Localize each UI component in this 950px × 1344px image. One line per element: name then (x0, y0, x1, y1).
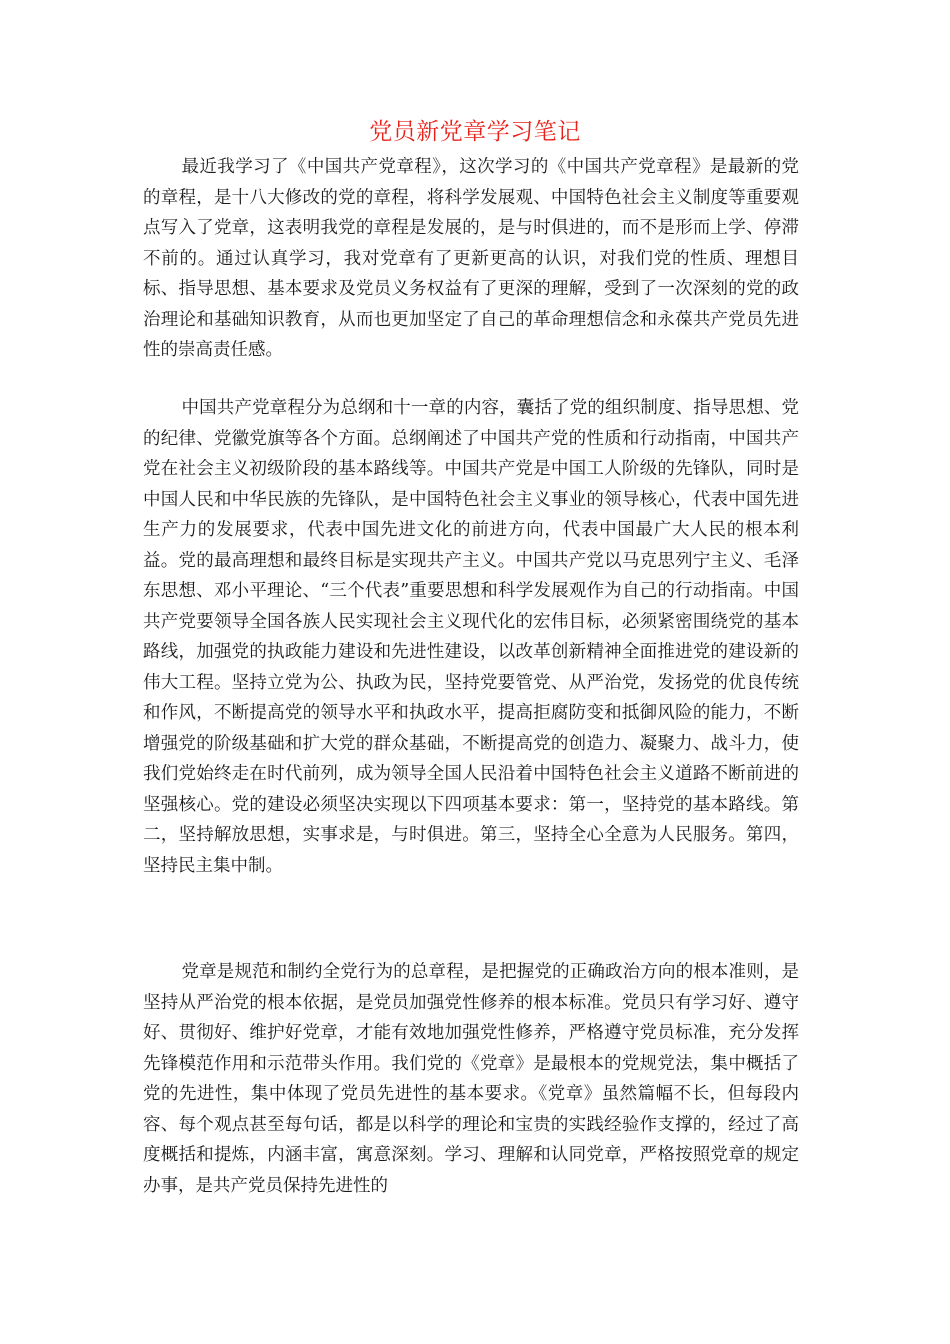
document-title: 党员新党章学习笔记 (369, 119, 581, 145)
paragraph-1: 最近我学习了《中国共产党章程》，这次学习的《中国共产党章程》是最新的党的章程，是十八大修改的党的章程，将科学发展观、中国特色社会主义制度等重要观点写入了党章，这表明我党的章程是发展的，是与时俱进的，而不是形而上学、停滞不前的。通过认真学习，我对党章有了更新更高的认识，对我们党的性质、理想目标、指导思想、基本要求及党员义务权益有了更深的理解，受到了一次深刻的党的政治理论和基础知识教育，从而也更加坚定了自己的革命理想信念和永葆共产党员先进性的崇高责任感。 (143, 157, 799, 360)
paragraph-3: 党章是规范和制约全党行为的总章程，是把握党的正确政治方向的根本准则，是坚持从严治党的根本依据，是党员加强党性修养的根本标准。党员只有学习好、遵守好、贯彻好、维护好党章，才能有效地加强党性修养，严格遵守党员标准，充分发挥先锋模范作用和示范带头作用。我们党的《党章》是最根本的党规党法，集中概括了党的先进性，集中体现了党员先进性的基本要求。《党章》虽然篇幅不长，但每段内容、每个观点甚至每句话，都是以科学的理论和宝贵的实践经验作支撑的，经过了高度概括和提炼，内涵丰富，寓意深刻。学习、理解和认同党章，严格按照党章的规定办事，是共产党员保持先进性的 (143, 962, 799, 1196)
paragraph-2: 中国共产党章程分为总纲和十一章的内容，囊括了党的组织制度、指导思想、党的纪律、党徽党旗等各个方面。总纲阐述了中国共产党的性质和行动指南，中国共产党在社会主义初级阶段的基本路线等。中国共产党是中国工人阶级的先锋队，同时是中国人民和中华民族的先锋队，是中国特色社会主义事业的领导核心，代表中国先进生产力的发展要求，代表中国先进文化的前进方向，代表中国最广大人民的根本利益。党的最高理想和最终目标是实现共产主义。中国共产党以马克思列宁主义、毛泽东思想、邓小平理论、“三个代表”重要思想和科学发展观作为自己的行动指南。中国共产党要领导全国各族人民实现社会主义现代化的宏伟目标，必须紧密围绕党的基本路线，加强党的执政能力建设和先进性建设，以改革创新精神全面推进党的建设新的伟大工程。坚持立党为公、执政为民，坚持党要管党、从严治党，发扬党的优良传统和作风，不断提高党的领导水平和执政水平，提高拒腐防变和抵御风险的能力，不断增强党的阶级基础和扩大党的群众基础，不断提高党的创造力、凝聚力、战斗力，使我们党始终走在时代前列，成为领导全国人民沿着中国特色社会主义道路不断前进的坚强核心。党的建设必须坚决实现以下四项基本要求：第一，坚持党的基本路线。第二，坚持解放思想，实事求是，与时俱进。第三，坚持全心全意为人民服务。第四，坚持民主集中制。 (143, 398, 799, 876)
